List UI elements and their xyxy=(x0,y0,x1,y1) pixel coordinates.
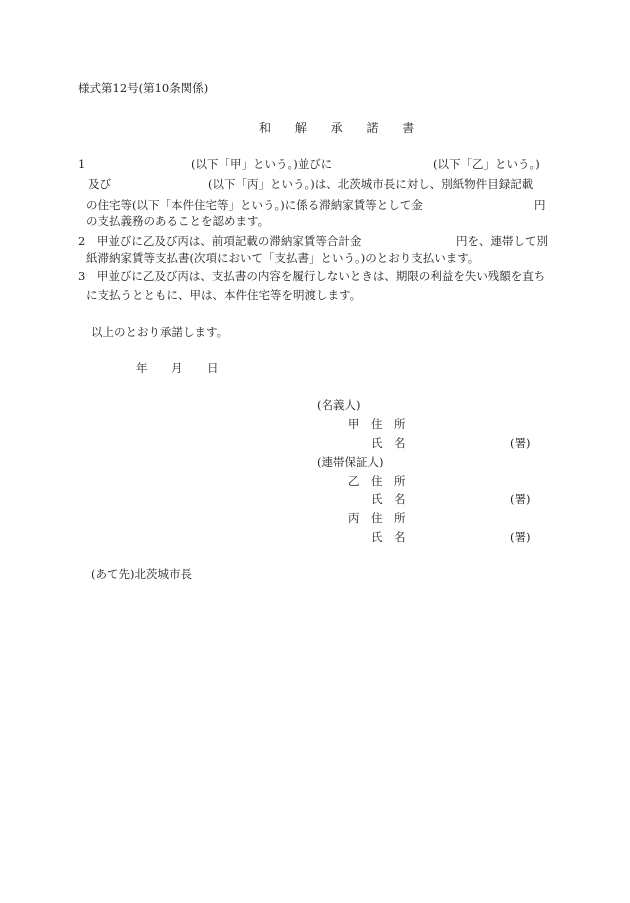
date-year-label: 年 xyxy=(136,361,148,375)
clause3-line1: 3 甲並びに乙及び丙は、支払書の内容を履行しないときは、期限の利益を失い残額を直ち xyxy=(78,269,546,283)
clause1-line2-rest: (以下「丙」という。)は、北茨城市長に対し、別紙物件目録記載 xyxy=(208,177,534,191)
ko-address-label: 住 所 xyxy=(371,417,406,431)
hei-address-label: 住 所 xyxy=(371,511,406,525)
otsu-seal: (署) xyxy=(510,492,531,506)
form-number: 様式第12号(第10条関係) xyxy=(78,81,209,95)
debtor-heading: (名義人) xyxy=(317,398,361,412)
guarantor-heading: (連帯保証人) xyxy=(317,455,384,469)
hei-seal: (署) xyxy=(510,530,531,544)
clause1-line2-and: 及び xyxy=(88,177,111,191)
ko-seal: (署) xyxy=(510,436,531,450)
ko-name-label: 氏 名 xyxy=(371,436,406,450)
clause1-line3: の住宅等(以下「本件住宅等」という。)に係る滞納家賃等として金 xyxy=(86,198,423,212)
clause1-number: 1 xyxy=(78,157,86,171)
clause2-line2: 紙滞納家賃等支払書(次項において「支払書」という。)のとおり支払います。 xyxy=(86,251,480,265)
closing-statement: 以上のとおり承諾します。 xyxy=(91,325,229,339)
addressee: (あて先)北茨城市長 xyxy=(91,567,192,581)
hei-label: 丙 xyxy=(348,511,360,525)
hei-name-label: 氏 名 xyxy=(371,530,406,544)
otsu-name-label: 氏 名 xyxy=(371,492,406,506)
clause2-line1: 2 甲並びに乙及び丙は、前項記載の滞納家賃等合計金 xyxy=(78,234,362,248)
date-month-label: 月 xyxy=(171,361,183,375)
otsu-address-label: 住 所 xyxy=(371,474,406,488)
clause2-line1-rest: 円を、連帯して別 xyxy=(456,234,548,248)
clause1-ko-definition: (以下「甲」という。)並びに xyxy=(191,157,333,171)
document-title: 和 解 承 諾 書 xyxy=(259,121,425,135)
clause1-line4: の支払義務のあることを認めます。 xyxy=(86,214,270,228)
date-day-label: 日 xyxy=(207,361,219,375)
clause1-yen: 円 xyxy=(534,198,546,212)
clause1-otsu-definition: (以下「乙」という。) xyxy=(433,157,540,171)
clause3-line2: に支払うとともに、甲は、本件住宅等を明渡します。 xyxy=(86,288,362,302)
ko-label: 甲 xyxy=(348,417,360,431)
otsu-label: 乙 xyxy=(348,474,360,488)
